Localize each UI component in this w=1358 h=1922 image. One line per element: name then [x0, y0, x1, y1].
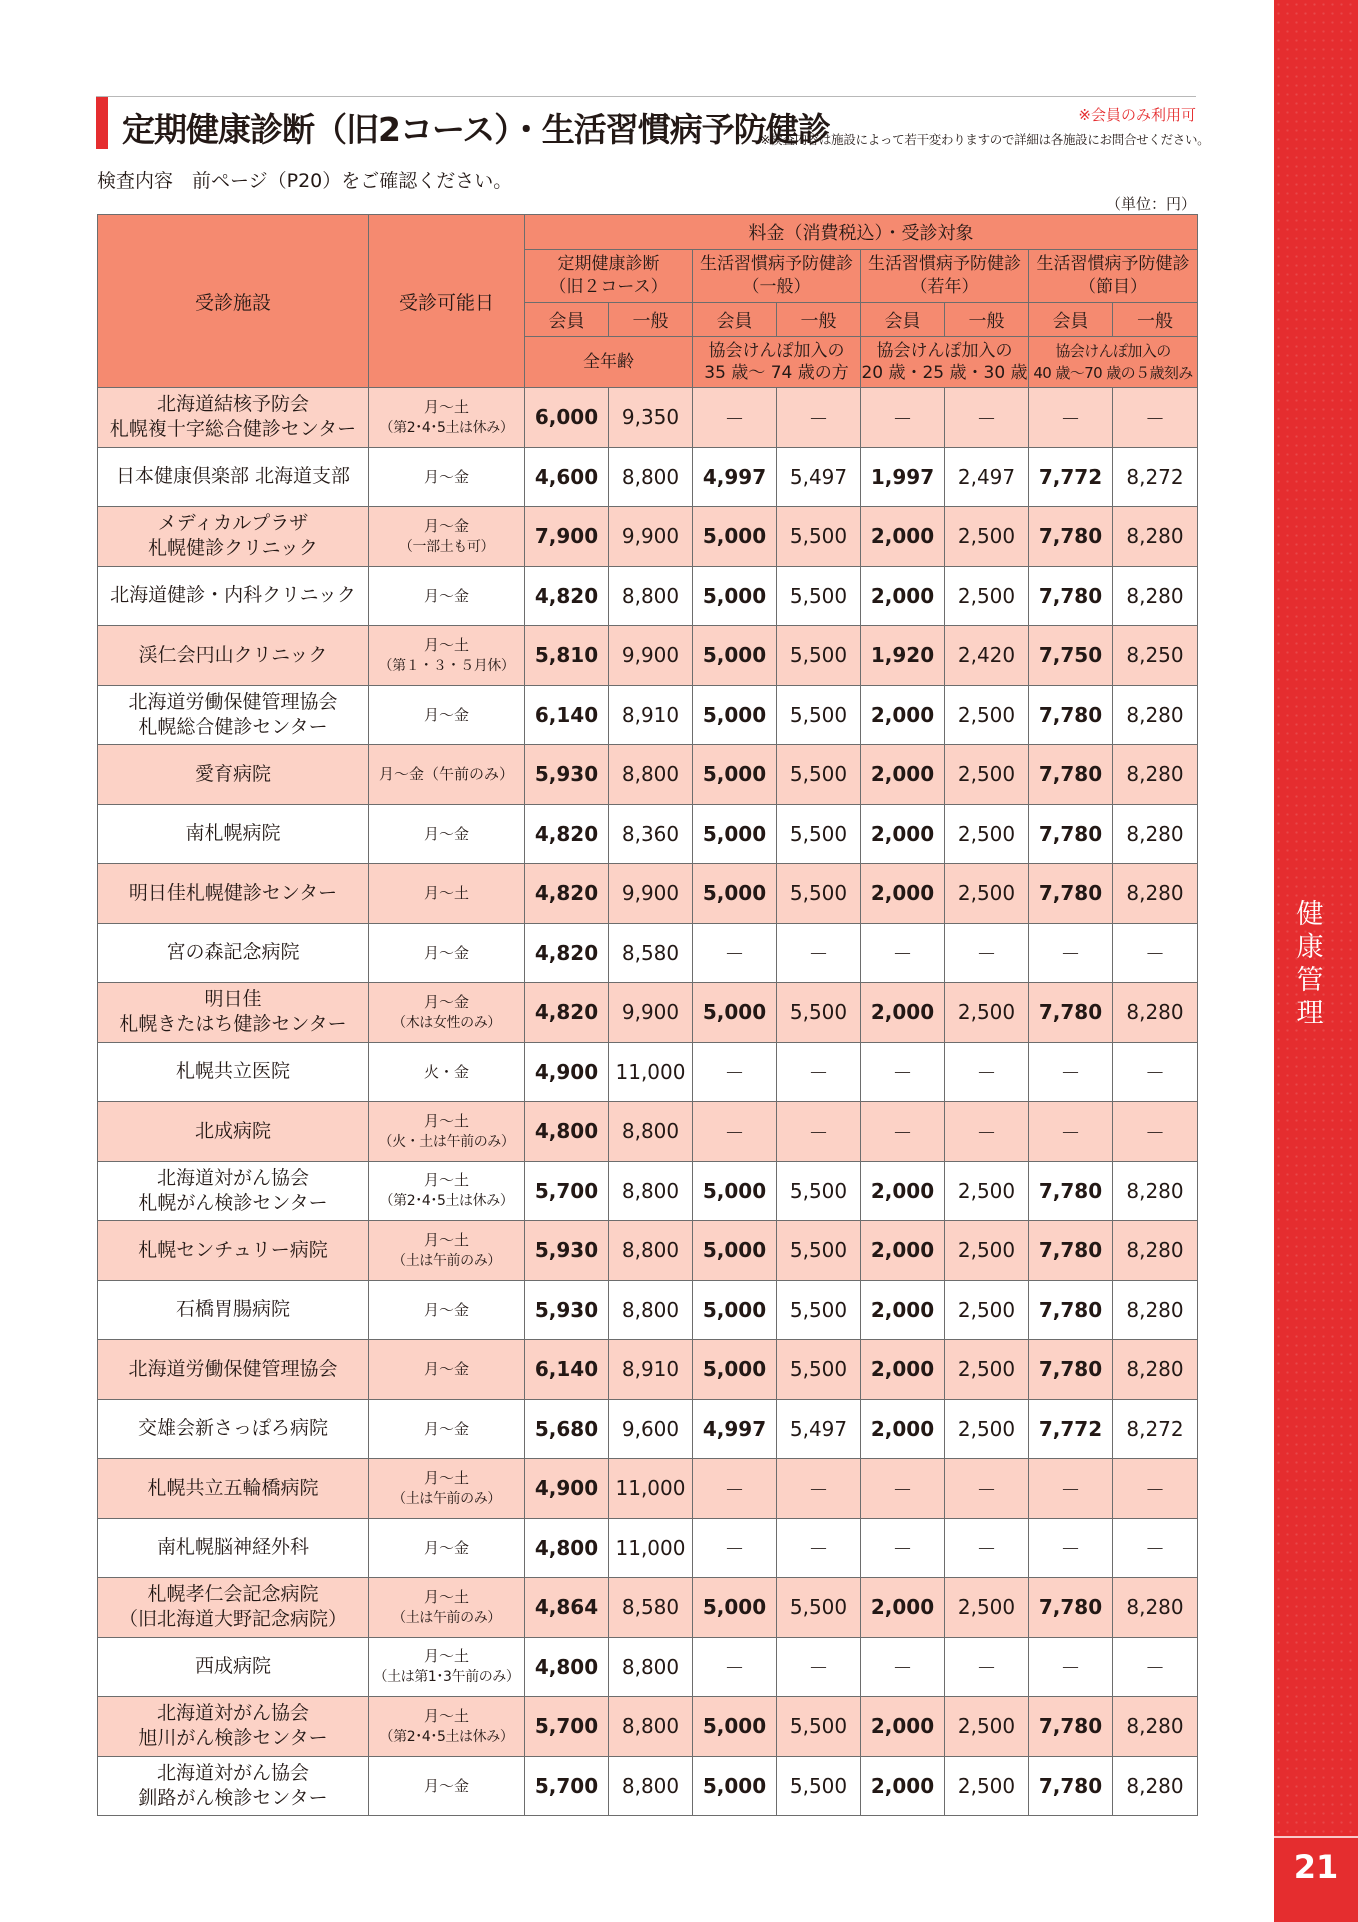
days-cell: 月～金 [369, 566, 525, 626]
member-price-cell: － [693, 1637, 777, 1697]
general-price-cell: 2,500 [945, 745, 1029, 805]
general-price-cell: 5,500 [777, 1221, 861, 1281]
member-price-cell: － [693, 1518, 777, 1578]
days-cell: 月～金 [369, 1399, 525, 1459]
member-price-cell: 4,600 [525, 447, 609, 507]
table-row [98, 447, 1198, 507]
general-price-cell: 2,500 [945, 1280, 1029, 1340]
member-price-cell: 5,930 [525, 745, 609, 805]
general-price-cell: 5,500 [777, 1161, 861, 1221]
member-price-cell: － [693, 1102, 777, 1162]
member-price-cell: 7,780 [1029, 1161, 1113, 1221]
header-course-0: 定期健康診断 （旧２コース） [525, 250, 693, 303]
general-price-cell: 8,280 [1113, 1756, 1198, 1816]
days-cell: 月～金 [369, 1518, 525, 1578]
header-price-group: 料金（消費税込）・受診対象 [525, 215, 1198, 250]
member-price-cell: 5,000 [693, 626, 777, 686]
facility-cell: メディカルプラザ 札幌健診クリニック [98, 507, 369, 567]
general-price-cell: 2,500 [945, 864, 1029, 924]
general-price-cell: 8,800 [609, 1102, 693, 1162]
member-price-cell: 7,750 [1029, 626, 1113, 686]
general-price-cell: 2,500 [945, 1340, 1029, 1400]
table-row [98, 1340, 1198, 1400]
table-row [98, 1042, 1198, 1102]
header-member-1: 会員 [693, 303, 777, 337]
member-price-cell: － [861, 1637, 945, 1697]
member-price-cell: － [1029, 388, 1113, 448]
member-only-note: ※会員のみ利用可 [1078, 106, 1196, 124]
general-price-cell: 8,800 [609, 1280, 693, 1340]
general-price-cell: 5,500 [777, 1697, 861, 1757]
member-price-cell: 4,900 [525, 1042, 609, 1102]
table-row [98, 1102, 1198, 1162]
member-price-cell: － [1029, 1042, 1113, 1102]
header-target-2: 協会けんぽ加入の 20 歳・25 歳・30 歳 [861, 337, 1029, 388]
member-price-cell: － [1029, 1637, 1113, 1697]
table-row [98, 1756, 1198, 1816]
facility-cell: 宮の森記念病院 [98, 923, 369, 983]
general-price-cell: 5,500 [777, 566, 861, 626]
facility-cell: 北海道対がん協会 釧路がん検診センター [98, 1756, 369, 1816]
member-price-cell: 2,000 [861, 507, 945, 567]
facility-cell: 札幌孝仁会記念病院 （旧北海道大野記念病院） [98, 1578, 369, 1638]
member-price-cell: 5,680 [525, 1399, 609, 1459]
general-price-cell: 8,280 [1113, 685, 1198, 745]
member-price-cell: 5,810 [525, 626, 609, 686]
general-price-cell: 8,250 [1113, 626, 1198, 686]
table-row [98, 804, 1198, 864]
general-price-cell: 5,500 [777, 745, 861, 805]
member-price-cell: 5,000 [693, 1578, 777, 1638]
general-price-cell: 2,497 [945, 447, 1029, 507]
days-cell: 月～土 （第2･4･5土は休み） [369, 388, 525, 448]
general-price-cell: － [1113, 1042, 1198, 1102]
general-price-cell: 5,500 [777, 864, 861, 924]
member-price-cell: 4,820 [525, 804, 609, 864]
member-price-cell: 5,700 [525, 1697, 609, 1757]
table-row [98, 1578, 1198, 1638]
facility-cell: 南札幌病院 [98, 804, 369, 864]
general-price-cell: 2,500 [945, 1399, 1029, 1459]
table-row [98, 745, 1198, 805]
member-price-cell: 4,900 [525, 1459, 609, 1519]
table-row [98, 507, 1198, 567]
days-cell: 月～金 [369, 1280, 525, 1340]
member-price-cell: 5,000 [693, 566, 777, 626]
general-price-cell: － [777, 1518, 861, 1578]
member-price-cell: 5,000 [693, 1221, 777, 1281]
member-price-cell: 5,930 [525, 1221, 609, 1281]
member-price-cell: 7,780 [1029, 804, 1113, 864]
general-price-cell: 5,500 [777, 685, 861, 745]
member-price-cell: 2,000 [861, 1161, 945, 1221]
member-price-cell: 5,000 [693, 804, 777, 864]
general-price-cell: 8,800 [609, 1161, 693, 1221]
member-price-cell: 4,820 [525, 864, 609, 924]
facility-cell: 北成病院 [98, 1102, 369, 1162]
facility-cell: 北海道対がん協会 札幌がん検診センター [98, 1161, 369, 1221]
member-price-cell: 1,997 [861, 447, 945, 507]
unit-label: （単位：円） [1105, 195, 1196, 213]
member-price-cell: 2,000 [861, 745, 945, 805]
general-price-cell: 2,420 [945, 626, 1029, 686]
days-cell: 月～土 （土は午前のみ） [369, 1221, 525, 1281]
days-cell: 火・金 [369, 1042, 525, 1102]
general-price-cell: 5,500 [777, 626, 861, 686]
member-price-cell: 5,000 [693, 745, 777, 805]
member-price-cell: － [693, 1459, 777, 1519]
member-price-cell: 5,000 [693, 1697, 777, 1757]
general-price-cell: － [777, 1102, 861, 1162]
facility-cell: 南札幌脳神経外科 [98, 1518, 369, 1578]
member-price-cell: 5,000 [693, 864, 777, 924]
member-price-cell: － [1029, 1102, 1113, 1162]
general-price-cell: － [1113, 1102, 1198, 1162]
days-cell: 月～土 （火・土は午前のみ） [369, 1102, 525, 1162]
days-cell: 月～金 [369, 447, 525, 507]
general-price-cell: － [945, 388, 1029, 448]
member-price-cell: 2,000 [861, 983, 945, 1043]
member-price-cell: 2,000 [861, 1280, 945, 1340]
member-price-cell: － [861, 1102, 945, 1162]
facility-cell: 日本健康倶楽部 北海道支部 [98, 447, 369, 507]
general-price-cell: 8,800 [609, 745, 693, 805]
member-price-cell: － [693, 923, 777, 983]
member-price-cell: 7,772 [1029, 447, 1113, 507]
general-price-cell: 8,280 [1113, 1578, 1198, 1638]
member-price-cell: 7,772 [1029, 1399, 1113, 1459]
facility-cell: 北海道労働保健管理協会 札幌総合健診センター [98, 685, 369, 745]
table-row [98, 388, 1198, 448]
member-price-cell: 6,140 [525, 1340, 609, 1400]
member-price-cell: 2,000 [861, 685, 945, 745]
member-price-cell: 5,000 [693, 1280, 777, 1340]
table-row [98, 1518, 1198, 1578]
general-price-cell: 2,500 [945, 507, 1029, 567]
member-price-cell: 4,997 [693, 447, 777, 507]
member-price-cell: 5,700 [525, 1756, 609, 1816]
facility-cell: 札幌センチュリー病院 [98, 1221, 369, 1281]
title-accent-bar [96, 97, 108, 149]
days-cell: 月～土 （第2･4･5土は休み） [369, 1697, 525, 1757]
member-price-cell: 5,700 [525, 1161, 609, 1221]
facility-cell: 札幌共立医院 [98, 1042, 369, 1102]
facility-cell: 愛育病院 [98, 745, 369, 805]
member-price-cell: － [1029, 1518, 1113, 1578]
general-price-cell: 8,800 [609, 566, 693, 626]
header-general-3: 一般 [1113, 303, 1198, 337]
member-price-cell: 5,000 [693, 1756, 777, 1816]
member-price-cell: 4,864 [525, 1578, 609, 1638]
general-price-cell: － [777, 1042, 861, 1102]
general-price-cell: 9,900 [609, 864, 693, 924]
general-price-cell: 2,500 [945, 804, 1029, 864]
general-price-cell: 5,500 [777, 1340, 861, 1400]
general-price-cell: － [1113, 923, 1198, 983]
facility-cell: 北海道健診・内科クリニック [98, 566, 369, 626]
member-price-cell: 4,820 [525, 566, 609, 626]
member-price-cell: 7,780 [1029, 507, 1113, 567]
general-price-cell: － [1113, 1518, 1198, 1578]
facility-cell: 石橋胃腸病院 [98, 1280, 369, 1340]
facility-cell: 明日佳 札幌きたはち健診センター [98, 983, 369, 1043]
general-price-cell: － [777, 923, 861, 983]
member-price-cell: 7,780 [1029, 1578, 1113, 1638]
facility-cell: 北海道結核予防会 札幌複十字総合健診センター [98, 388, 369, 448]
member-price-cell: － [861, 388, 945, 448]
general-price-cell: － [945, 1459, 1029, 1519]
member-price-cell: － [861, 1042, 945, 1102]
member-price-cell: 7,780 [1029, 566, 1113, 626]
general-price-cell: 11,000 [609, 1042, 693, 1102]
general-price-cell: 8,280 [1113, 864, 1198, 924]
general-price-cell: － [777, 1637, 861, 1697]
days-cell: 月～金 [369, 923, 525, 983]
member-price-cell: 2,000 [861, 804, 945, 864]
member-price-cell: 2,000 [861, 566, 945, 626]
general-price-cell: 2,500 [945, 1578, 1029, 1638]
facility-cell: 北海道対がん協会 旭川がん検診センター [98, 1697, 369, 1757]
member-price-cell: 7,780 [1029, 745, 1113, 805]
general-price-cell: 8,580 [609, 923, 693, 983]
general-price-cell: 2,500 [945, 685, 1029, 745]
general-price-cell: 9,350 [609, 388, 693, 448]
header-member-0: 会員 [525, 303, 609, 337]
facility-cell: 明日佳札幌健診センター [98, 864, 369, 924]
days-cell: 月～金 （一部土も可） [369, 507, 525, 567]
member-price-cell: 2,000 [861, 1399, 945, 1459]
general-price-cell: － [777, 388, 861, 448]
general-price-cell: 2,500 [945, 1697, 1029, 1757]
days-cell: 月～金（午前のみ） [369, 745, 525, 805]
general-price-cell: 8,800 [609, 447, 693, 507]
table-row [98, 1280, 1198, 1340]
days-cell: 月～土 [369, 864, 525, 924]
member-price-cell: 4,800 [525, 1637, 609, 1697]
member-price-cell: 7,780 [1029, 1756, 1113, 1816]
general-price-cell: 8,800 [609, 1697, 693, 1757]
general-price-cell: 8,280 [1113, 983, 1198, 1043]
member-price-cell: 7,780 [1029, 864, 1113, 924]
header-general-2: 一般 [945, 303, 1029, 337]
member-price-cell: － [693, 388, 777, 448]
table-row [98, 1459, 1198, 1519]
general-price-cell: － [945, 1637, 1029, 1697]
header-target-1: 協会けんぽ加入の 35 歳～ 74 歳の方 [693, 337, 861, 388]
general-price-cell: 2,500 [945, 983, 1029, 1043]
member-price-cell: 2,000 [861, 1221, 945, 1281]
member-price-cell: － [1029, 1459, 1113, 1519]
member-price-cell: 4,820 [525, 923, 609, 983]
member-price-cell: 2,000 [861, 1340, 945, 1400]
member-price-cell: 7,780 [1029, 1280, 1113, 1340]
header-target-3: 協会けんぽ加入の 40 歳～70 歳の５歳刻み [1029, 337, 1198, 388]
general-price-cell: 8,360 [609, 804, 693, 864]
header-target-0: 全年齢 [525, 337, 693, 388]
general-price-cell: 8,800 [609, 1221, 693, 1281]
general-price-cell: － [777, 1459, 861, 1519]
table-row [98, 566, 1198, 626]
general-price-cell: 8,580 [609, 1578, 693, 1638]
general-price-cell: 8,280 [1113, 1280, 1198, 1340]
general-price-cell: 8,280 [1113, 804, 1198, 864]
member-price-cell: － [1029, 923, 1113, 983]
side-tab-label: 健 康 管 理 [1296, 899, 1326, 1029]
table-row [98, 685, 1198, 745]
table-row [98, 1697, 1198, 1757]
header-facility: 受診施設 [98, 215, 369, 388]
facility-cell: 交雄会新さっぽろ病院 [98, 1399, 369, 1459]
member-price-cell: － [861, 1459, 945, 1519]
general-price-cell: 8,910 [609, 685, 693, 745]
member-price-cell: 5,000 [693, 685, 777, 745]
member-price-cell: 5,000 [693, 983, 777, 1043]
member-price-cell: 4,820 [525, 983, 609, 1043]
general-price-cell: 2,500 [945, 1221, 1029, 1281]
general-price-cell: 8,280 [1113, 507, 1198, 567]
general-price-cell: 8,800 [609, 1637, 693, 1697]
days-cell: 月～金 [369, 685, 525, 745]
member-price-cell: 2,000 [861, 1756, 945, 1816]
general-price-cell: － [945, 1102, 1029, 1162]
general-price-cell: 5,497 [777, 1399, 861, 1459]
general-price-cell: 8,910 [609, 1340, 693, 1400]
general-price-cell: 8,272 [1113, 1399, 1198, 1459]
member-price-cell: 7,780 [1029, 1340, 1113, 1400]
page-title: 定期健康診断（旧2コース）・生活習慣病予防健診 [122, 110, 830, 149]
table-row [98, 1161, 1198, 1221]
member-price-cell: 2,000 [861, 1697, 945, 1757]
table-row [98, 864, 1198, 924]
header-member-2: 会員 [861, 303, 945, 337]
price-table [97, 214, 1198, 1816]
facility-cell: 札幌共立五輪橋病院 [98, 1459, 369, 1519]
detail-note: ※検査内容は施設によって若干変わりますので詳細は各施設にお問合せください。 [760, 132, 1210, 147]
days-cell: 月～金 （木は女性のみ） [369, 983, 525, 1043]
table-row [98, 983, 1198, 1043]
member-price-cell: 7,780 [1029, 1697, 1113, 1757]
member-price-cell: 7,780 [1029, 983, 1113, 1043]
general-price-cell: 8,280 [1113, 1221, 1198, 1281]
table-row [98, 1637, 1198, 1697]
days-cell: 月～土 （第１・３・５月休） [369, 626, 525, 686]
general-price-cell: 5,500 [777, 983, 861, 1043]
member-price-cell: 4,997 [693, 1399, 777, 1459]
days-cell: 月～土 （第2･4･5土は休み） [369, 1161, 525, 1221]
member-price-cell: 4,800 [525, 1518, 609, 1578]
general-price-cell: 11,000 [609, 1459, 693, 1519]
member-price-cell: 7,900 [525, 507, 609, 567]
general-price-cell: 2,500 [945, 566, 1029, 626]
header-course-2: 生活習慣病予防健診 （若年） [861, 250, 1029, 303]
facility-cell: 渓仁会円山クリニック [98, 626, 369, 686]
header-course-1: 生活習慣病予防健診 （一般） [693, 250, 861, 303]
days-cell: 月～金 [369, 804, 525, 864]
general-price-cell: 11,000 [609, 1518, 693, 1578]
days-cell: 月～土 （土は午前のみ） [369, 1459, 525, 1519]
member-price-cell: 7,780 [1029, 685, 1113, 745]
general-price-cell: 9,600 [609, 1399, 693, 1459]
member-price-cell: 7,780 [1029, 1221, 1113, 1281]
general-price-cell: 8,280 [1113, 745, 1198, 805]
member-price-cell: 5,930 [525, 1280, 609, 1340]
general-price-cell: － [1113, 1459, 1198, 1519]
general-price-cell: 8,272 [1113, 447, 1198, 507]
general-price-cell: － [1113, 388, 1198, 448]
member-price-cell: － [861, 923, 945, 983]
general-price-cell: 5,497 [777, 447, 861, 507]
days-cell: 月～土 （土は第1･3午前のみ） [369, 1637, 525, 1697]
general-price-cell: － [945, 923, 1029, 983]
header-general-0: 一般 [609, 303, 693, 337]
general-price-cell: 9,900 [609, 507, 693, 567]
general-price-cell: 8,280 [1113, 1697, 1198, 1757]
days-cell: 月～金 [369, 1340, 525, 1400]
general-price-cell: 8,280 [1113, 566, 1198, 626]
table-row [98, 1221, 1198, 1281]
general-price-cell: － [945, 1518, 1029, 1578]
member-price-cell: 6,000 [525, 388, 609, 448]
member-price-cell: － [693, 1042, 777, 1102]
general-price-cell: 9,900 [609, 626, 693, 686]
member-price-cell: 4,800 [525, 1102, 609, 1162]
facility-cell: 北海道労働保健管理協会 [98, 1340, 369, 1400]
member-price-cell: 5,000 [693, 507, 777, 567]
member-price-cell: － [861, 1518, 945, 1578]
header-general-1: 一般 [777, 303, 861, 337]
general-price-cell: 5,500 [777, 1578, 861, 1638]
title-rule [96, 96, 1196, 97]
member-price-cell: 6,140 [525, 685, 609, 745]
general-price-cell: 5,500 [777, 1280, 861, 1340]
general-price-cell: － [1113, 1637, 1198, 1697]
facility-cell: 西成病院 [98, 1637, 369, 1697]
member-price-cell: 5,000 [693, 1340, 777, 1400]
general-price-cell: 2,500 [945, 1756, 1029, 1816]
general-price-cell: 8,800 [609, 1756, 693, 1816]
general-price-cell: 9,900 [609, 983, 693, 1043]
general-price-cell: 5,500 [777, 1756, 861, 1816]
general-price-cell: 8,280 [1113, 1161, 1198, 1221]
member-price-cell: 5,000 [693, 1161, 777, 1221]
general-price-cell: 5,500 [777, 804, 861, 864]
days-cell: 月～金 [369, 1756, 525, 1816]
general-price-cell: － [945, 1042, 1029, 1102]
table-row [98, 923, 1198, 983]
days-cell: 月～土 （土は午前のみ） [369, 1578, 525, 1638]
member-price-cell: 2,000 [861, 1578, 945, 1638]
table-row [98, 626, 1198, 686]
subtitle: 検査内容 前ページ（P20）をご確認ください。 [97, 170, 513, 192]
general-price-cell: 8,280 [1113, 1340, 1198, 1400]
header-course-3: 生活習慣病予防健診 （節目） [1029, 250, 1198, 303]
member-price-cell: 1,920 [861, 626, 945, 686]
general-price-cell: 5,500 [777, 507, 861, 567]
page-number: 21 [1293, 1848, 1339, 1886]
header-days: 受診可能日 [369, 215, 525, 388]
header-member-3: 会員 [1029, 303, 1113, 337]
general-price-cell: 2,500 [945, 1161, 1029, 1221]
member-price-cell: 2,000 [861, 864, 945, 924]
table-row [98, 1399, 1198, 1459]
